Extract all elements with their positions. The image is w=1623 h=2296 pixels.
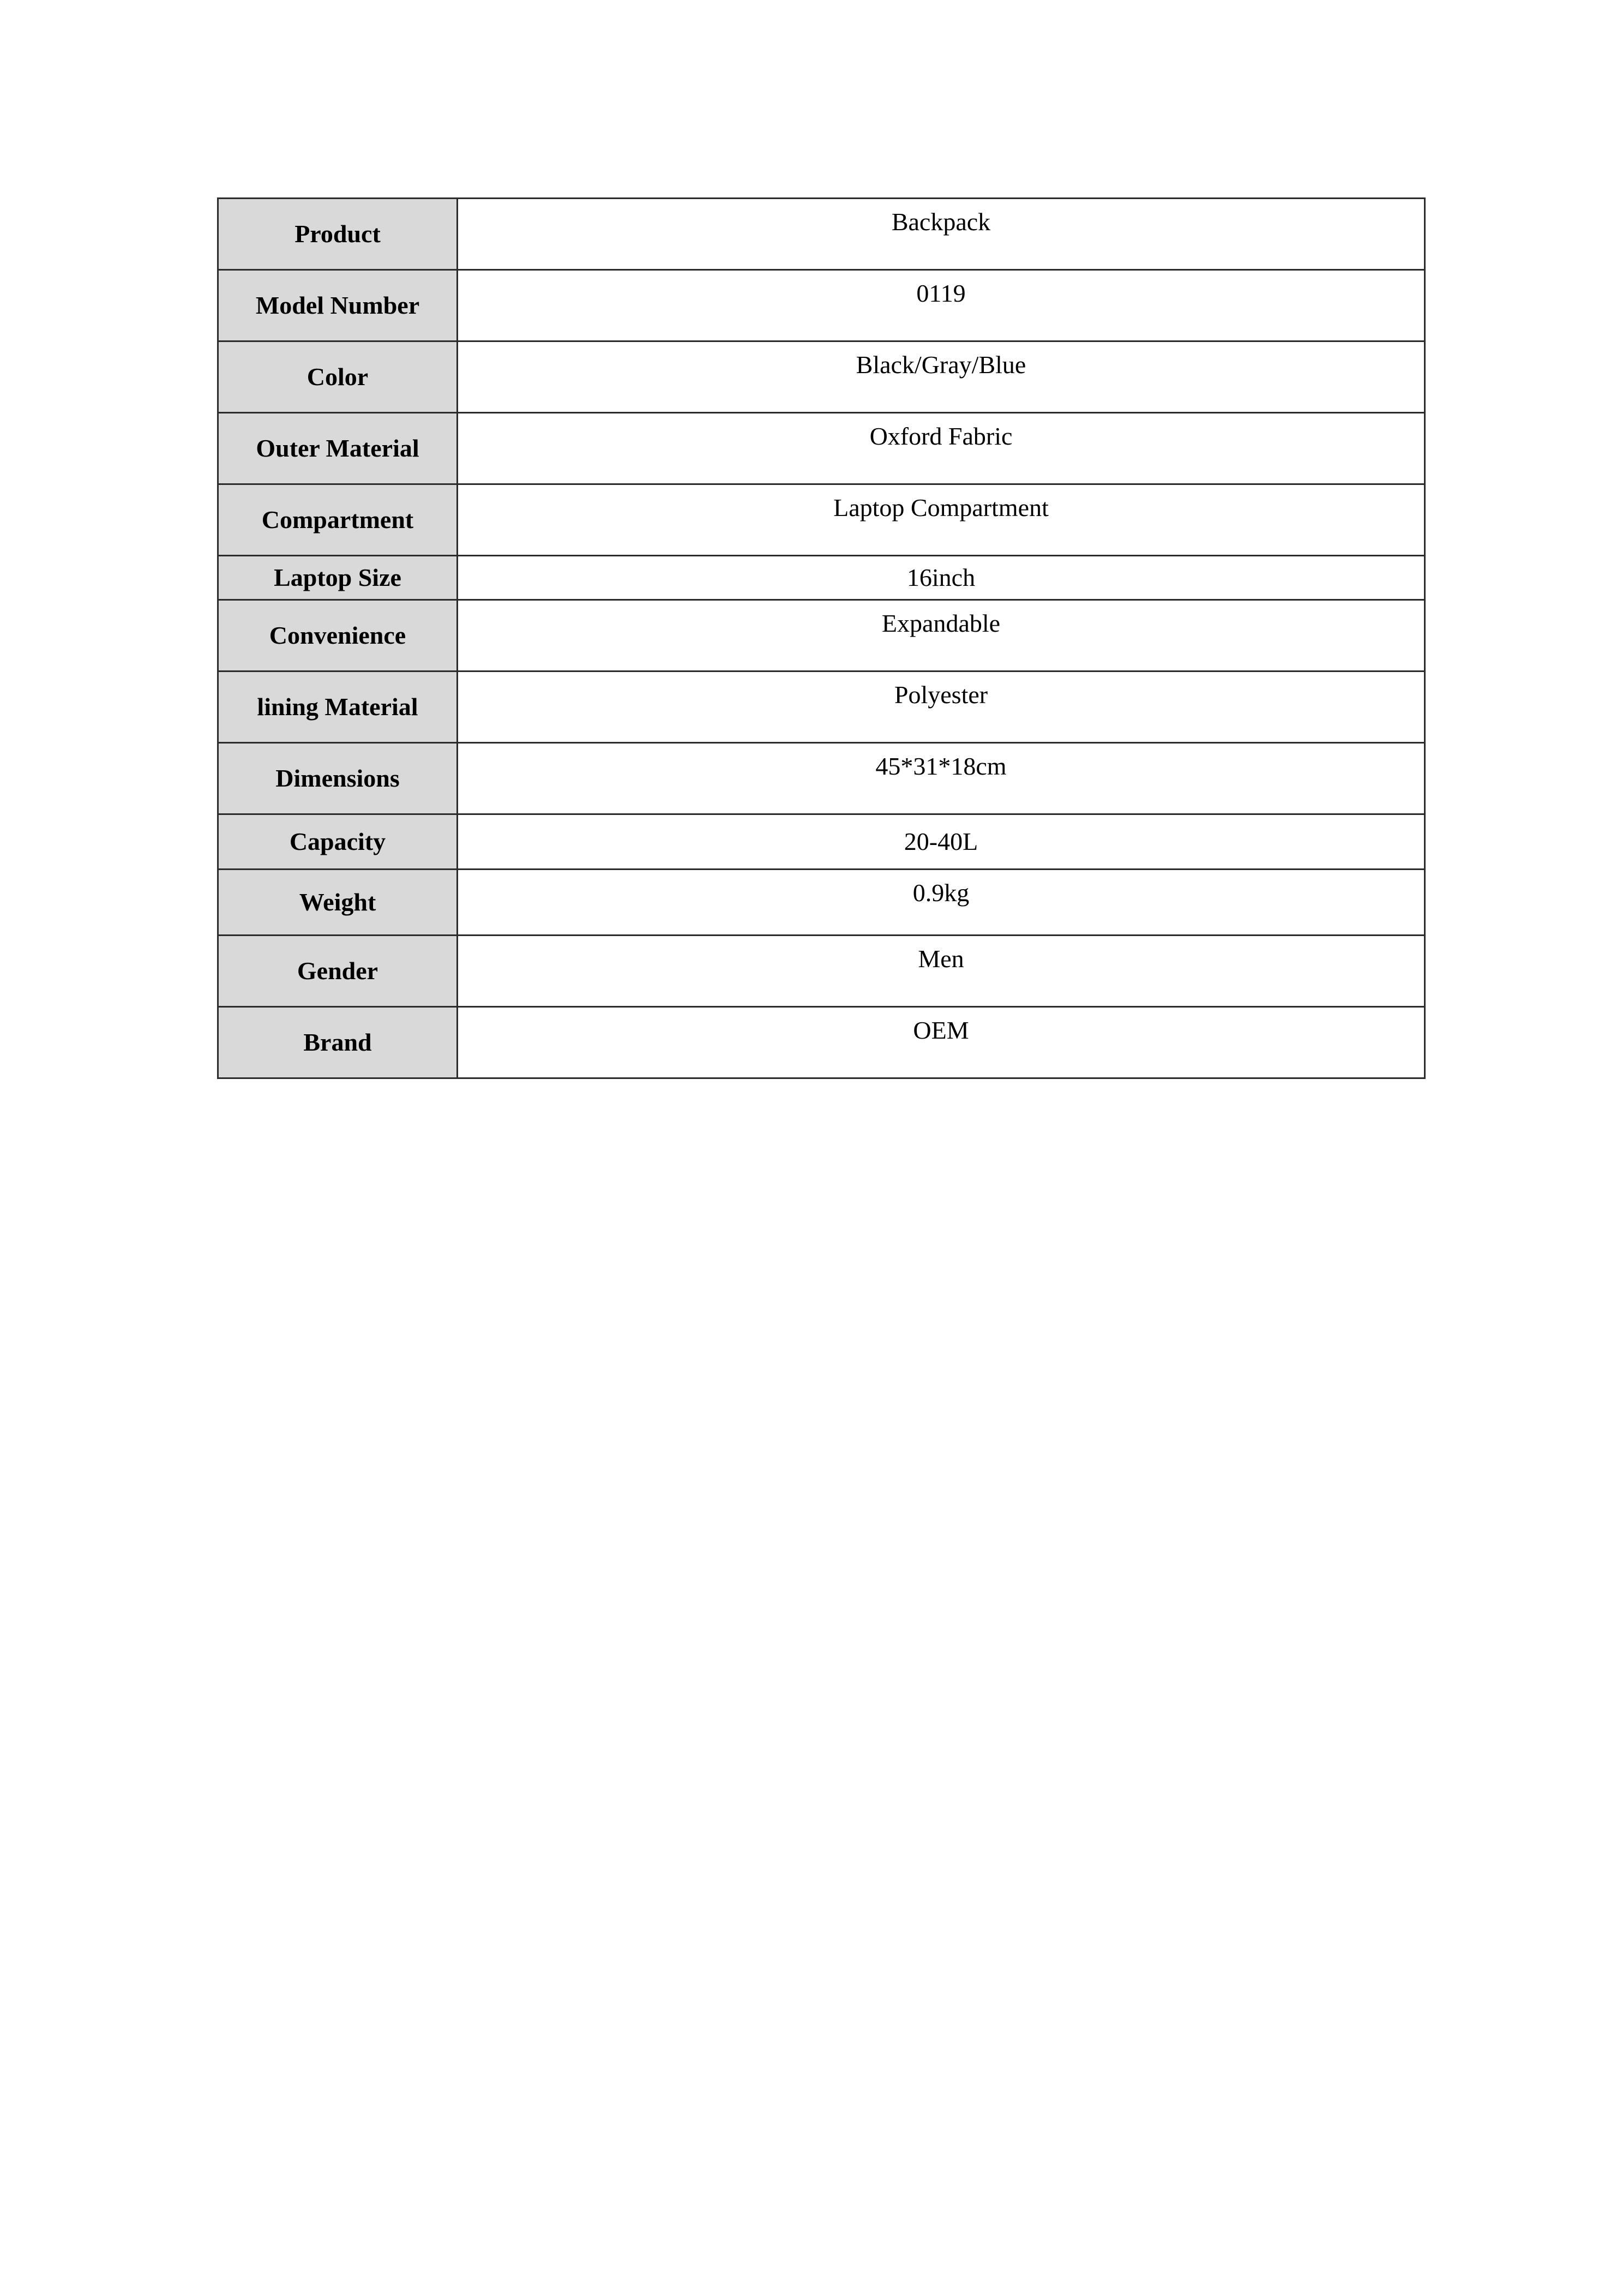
table-row	[218, 600, 1425, 672]
row-label: Color	[218, 341, 458, 413]
table-row	[218, 270, 1425, 341]
row-value: 45*31*18cm	[458, 743, 1425, 814]
row-value: Backpack	[458, 199, 1425, 270]
row-label: Convenience	[218, 600, 458, 672]
table-row	[218, 936, 1425, 1007]
table-row	[218, 341, 1425, 413]
table-row	[218, 556, 1425, 600]
row-label: Laptop Size	[218, 556, 458, 600]
row-value: Oxford Fabric	[458, 413, 1425, 484]
row-label: Model Number	[218, 270, 458, 341]
table-row	[218, 743, 1425, 814]
table-row	[218, 1007, 1425, 1078]
row-label: Compartment	[218, 484, 458, 556]
row-value: Expandable	[458, 600, 1425, 672]
table-row	[218, 672, 1425, 743]
row-value: Men	[458, 936, 1425, 1007]
table-row	[218, 484, 1425, 556]
table-row	[218, 199, 1425, 270]
row-value: OEM	[458, 1007, 1425, 1078]
row-label: Capacity	[218, 814, 458, 870]
row-label: Outer Material	[218, 413, 458, 484]
row-label: Product	[218, 199, 458, 270]
row-label: Gender	[218, 936, 458, 1007]
row-label: lining Material	[218, 672, 458, 743]
table-row	[218, 814, 1425, 870]
table-row	[218, 413, 1425, 484]
row-value: Polyester	[458, 672, 1425, 743]
row-value: Black/Gray/Blue	[458, 341, 1425, 413]
row-label: Weight	[218, 870, 458, 936]
table-row	[218, 870, 1425, 936]
row-value: Laptop Compartment	[458, 484, 1425, 556]
product-spec-table	[217, 197, 1426, 1079]
row-label: Brand	[218, 1007, 458, 1078]
row-value: 20-40L	[458, 814, 1425, 870]
row-label: Dimensions	[218, 743, 458, 814]
row-value: 0119	[458, 270, 1425, 341]
row-value: 16inch	[458, 556, 1425, 600]
row-value: 0.9kg	[458, 870, 1425, 936]
